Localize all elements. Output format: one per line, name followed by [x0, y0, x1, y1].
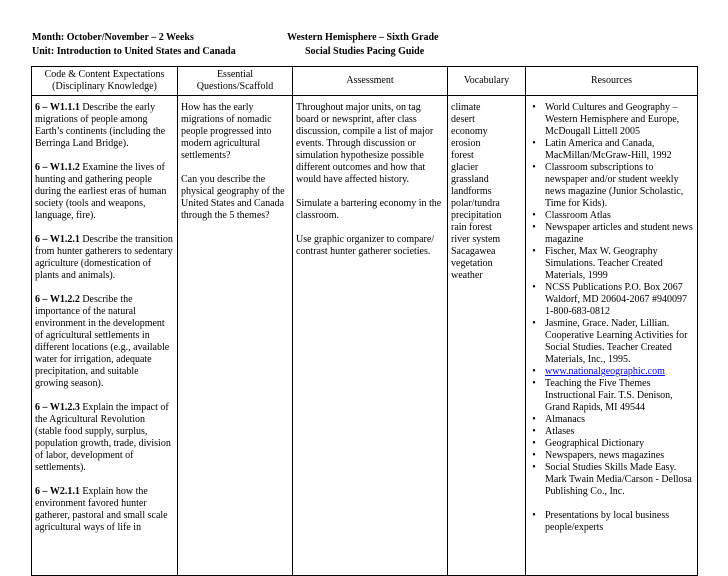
expectation-code: 6 – W2.1.1 — [35, 486, 80, 497]
resource-item — [529, 510, 694, 534]
resource-item — [529, 438, 694, 450]
table-header-row — [32, 67, 698, 96]
vocabulary-word: forest — [451, 150, 474, 161]
bullet-icon: • — [532, 462, 536, 473]
expectation-text: Explain how the environment favored hunter gatherer, pastoral and small scale agricultural ways of life in — [35, 486, 168, 533]
bullet-icon: • — [532, 102, 536, 113]
vocabulary-word: glacier — [451, 162, 479, 173]
bullet-icon: • — [532, 222, 536, 233]
vocabulary-word: desert — [451, 114, 475, 125]
expectation-code: 6 – W1.2.2 — [35, 294, 80, 305]
assessment-item: Use graphic organizer to compare/ contrast hunter gatherer societies. — [296, 234, 435, 257]
vocabulary-word: rain forest — [451, 222, 492, 233]
col-header-assessment: Assessment — [293, 67, 448, 96]
col-header-essential: Essential Questions/Scaffold — [178, 67, 293, 96]
vocabulary-word: Sacagawea — [451, 246, 496, 257]
bullet-icon: • — [532, 246, 536, 257]
resource-text: Social Studies Skills Made Easy. Mark Twain Media/Carson - Dellosa Publishing Co., Inc. — [545, 462, 692, 497]
assessment-item: Throughout major units, on tag board or newsprint, after class discussion, compile a list of major events. Through discussion or simulation hypothesize possible different outcomes and how that would have affected history. — [296, 102, 434, 185]
resource-text: NCSS Publications P.O. Box 2067 Waldorf, MD 20604-2067 #940097 1-800-683-0812 — [545, 282, 687, 317]
col-header-resources: Resources — [526, 67, 698, 96]
expectation-code: 6 – W1.1.1 — [35, 102, 80, 113]
expectation-item — [35, 402, 174, 474]
expectation-code: 6 – W1.2.1 — [35, 234, 80, 245]
resource-item — [529, 210, 694, 222]
vocabulary-word: climate — [451, 102, 481, 113]
assessment-cell — [293, 96, 448, 576]
expectation-item — [35, 486, 174, 534]
resource-text: Jasmine, Grace. Nader, Lillian. Cooperative Learning Activities for Social Studies. Teacher Created Materials, Inc., 1995. — [545, 318, 688, 365]
resource-text: Almanacs — [545, 414, 585, 425]
essential-question: Can you describe the physical geography of the United States and Canada through the 5 themes? — [181, 174, 285, 221]
questions-cell — [178, 96, 293, 576]
resource-item — [529, 162, 694, 210]
expectation-text: Examine the lives of hunting and gathering people during the earliest eras of human society (tools and weapons, language, fire). — [35, 162, 167, 221]
resource-text: Teaching the Five Themes Instructional Fair. T.S. Denison, Grand Rapids, MI 49544 — [545, 378, 673, 413]
resource-text: Newspaper articles and student news magazine — [545, 222, 693, 245]
resource-item — [529, 366, 694, 378]
bullet-icon: • — [532, 426, 536, 437]
bullet-icon: • — [532, 318, 536, 329]
expectation-item — [35, 234, 174, 282]
vocabulary-cell — [448, 96, 526, 576]
resource-item — [529, 222, 694, 246]
expectation-text: Describe the early migrations of people among Earth’s continents (including the Berringa Land Bridge). — [35, 102, 166, 149]
header-left — [32, 31, 236, 59]
expectation-item — [35, 102, 174, 150]
bullet-icon: • — [532, 366, 536, 377]
expectation-text: Explain the impact of the Agricultural Revolution (stable food supply, surplus, population growth, trade, division of labor, development of settlements). — [35, 402, 171, 473]
bullet-icon: • — [532, 378, 536, 389]
vocabulary-word: erosion — [451, 138, 481, 149]
resource-item — [529, 318, 694, 366]
expectation-item — [35, 162, 174, 222]
resource-text: Fischer, Max W. Geography Simulations. Teacher Created Materials, 1999 — [545, 246, 663, 281]
unit-line: Unit: Introduction to United States and Canada — [32, 46, 236, 57]
resource-text: Classroom Atlas — [545, 210, 611, 221]
expectation-text: Describe the importance of the natural environment in the development of agricultural settlements in different locations (e.g., available water for irrigation, adequate precipitation, and suitable growing season). — [35, 294, 170, 389]
bullet-icon: • — [532, 282, 536, 293]
resource-item — [529, 138, 694, 162]
resource-text: Presentations by local business people/experts — [545, 510, 670, 533]
resource-item — [529, 450, 694, 462]
month-line: Month: October/November – 2 Weeks — [32, 32, 194, 43]
code-cell — [32, 96, 178, 576]
vocabulary-word: economy — [451, 126, 488, 137]
guide-title: Social Studies Pacing Guide — [305, 46, 425, 57]
resources-cell — [526, 96, 698, 576]
resource-item — [529, 414, 694, 426]
bullet-icon: • — [532, 138, 536, 149]
resource-item — [529, 246, 694, 282]
expectation-item — [35, 294, 174, 390]
bullet-icon: • — [532, 438, 536, 449]
resource-text: Classroom subscriptions to newspaper and/or student weekly news magazine (Junior Scholastic, Time for Kids). — [545, 162, 684, 209]
vocabulary-word: vegetation — [451, 258, 493, 269]
resource-item — [529, 102, 694, 138]
vocabulary-word: landforms — [451, 186, 492, 197]
resource-text: World Cultures and Geography – Western Hemisphere and Europe, McDougall Littell 2005 — [545, 102, 680, 137]
bullet-icon: • — [532, 414, 536, 425]
bullet-icon: • — [532, 510, 536, 521]
vocabulary-word: precipitation — [451, 210, 502, 221]
resource-link[interactable]: www.nationalgeographic.com — [545, 366, 665, 377]
expectation-text: Describe the transition from hunter gatherers to sedentary agriculture (domestication of plants and animals). — [35, 234, 173, 281]
col-header-code: Code & Content Expectations (Disciplinary Knowledge) — [32, 67, 178, 96]
vocabulary-word: weather — [451, 270, 483, 281]
bullet-icon: • — [532, 450, 536, 461]
assessment-item: Simulate a bartering economy in the classroom. — [296, 198, 442, 221]
bullet-icon: • — [532, 162, 536, 173]
essential-question: How has the early migrations of nomadic people progressed into modern agricultural settlements? — [181, 102, 272, 161]
resource-text: Latin America and Canada, MacMillan/McGraw-Hill, 1992 — [545, 138, 672, 161]
col-header-vocabulary: Vocabulary — [448, 67, 526, 96]
resource-item — [529, 426, 694, 438]
resource-text: Atlases — [545, 426, 575, 437]
expectation-code: 6 – W1.2.3 — [35, 402, 80, 413]
resource-item — [529, 378, 694, 414]
vocabulary-word: grassland — [451, 174, 489, 185]
vocabulary-word: polar/tundra — [451, 198, 500, 209]
table-row — [32, 96, 698, 576]
expectation-code: 6 – W1.1.2 — [35, 162, 80, 173]
resource-text: Geographical Dictionary — [545, 438, 645, 449]
header-right — [287, 31, 438, 59]
resource-item — [529, 282, 694, 318]
resources-list — [529, 102, 694, 534]
resource-text: Newspapers, news magazines — [545, 450, 665, 461]
resource-item — [529, 462, 694, 498]
pacing-guide-table — [31, 66, 698, 576]
vocabulary-word: river system — [451, 234, 501, 245]
bullet-icon: • — [532, 210, 536, 221]
course-title: Western Hemisphere – Sixth Grade — [287, 32, 439, 43]
